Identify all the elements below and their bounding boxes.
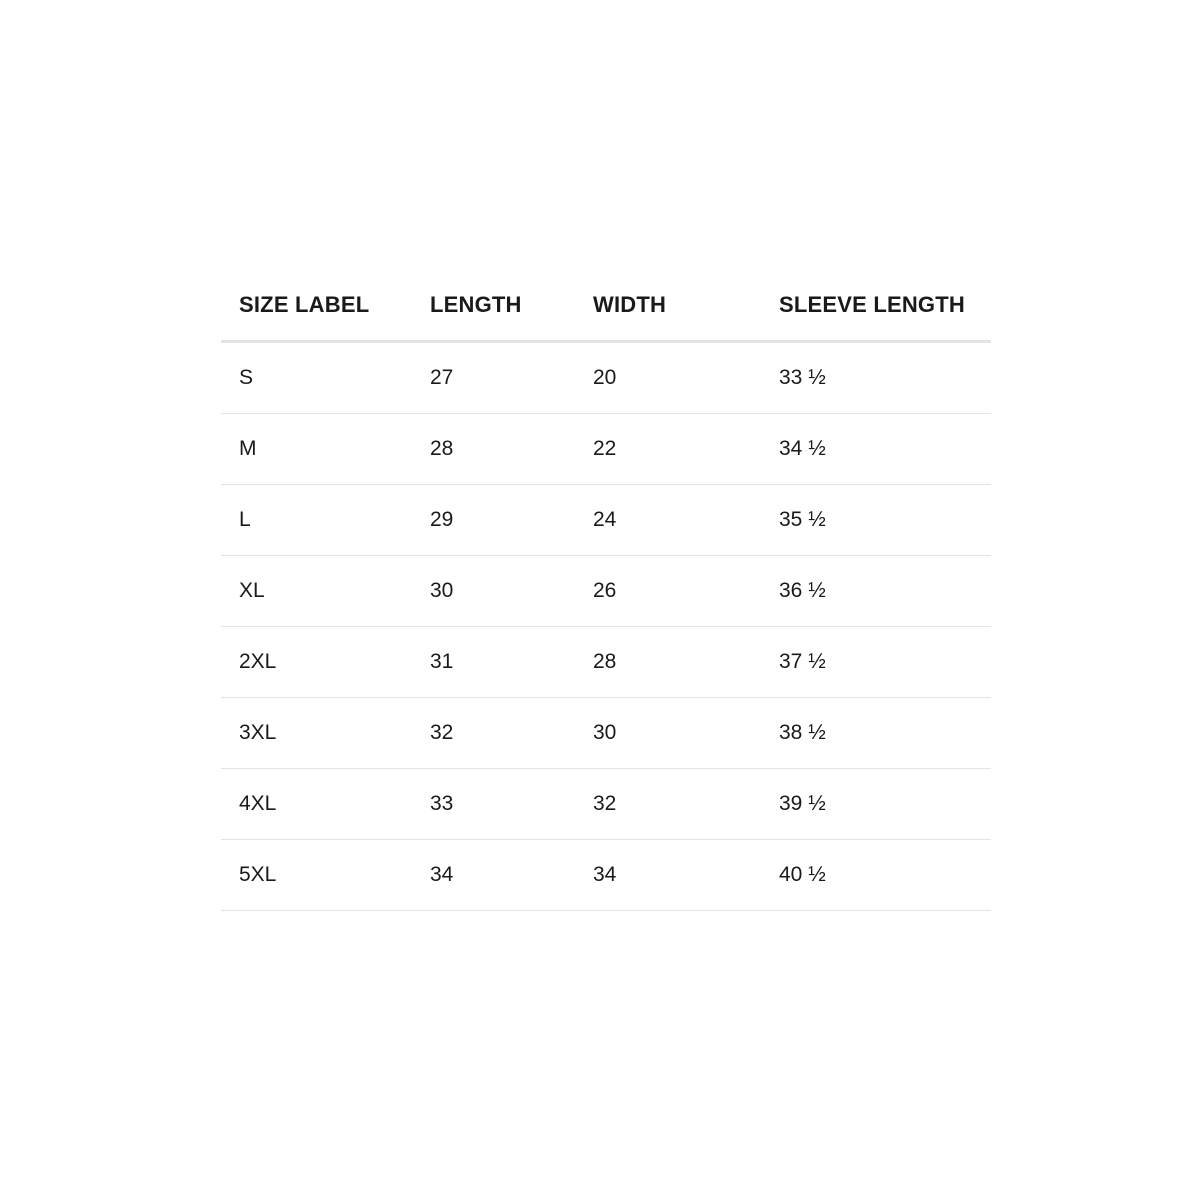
width-cell: 28 [593, 650, 617, 673]
length-cell: 33 [430, 792, 454, 815]
table-row [221, 485, 991, 556]
table-row [221, 769, 991, 840]
table-row [221, 627, 991, 698]
table-row [221, 343, 991, 414]
size-cell: L [239, 508, 251, 531]
table-row [221, 556, 991, 627]
sleeve-length-cell: 37 ½ [779, 650, 826, 673]
sleeve-length-cell: 40 ½ [779, 863, 826, 886]
sleeve-length-cell: 34 ½ [779, 437, 826, 460]
size-cell: M [239, 437, 257, 460]
width-cell: 26 [593, 579, 617, 602]
size-cell: 5XL [239, 863, 277, 886]
sleeve-length-cell: 39 ½ [779, 792, 826, 815]
table-row [221, 414, 991, 485]
header-length: LENGTH [430, 292, 522, 317]
size-chart-table [221, 270, 991, 911]
table-row [221, 840, 991, 911]
size-cell: 4XL [239, 792, 277, 815]
header-size-label: SIZE LABEL [239, 292, 370, 317]
table-header-row [221, 270, 991, 343]
length-cell: 28 [430, 437, 454, 460]
width-cell: 20 [593, 366, 617, 389]
header-width: WIDTH [593, 292, 667, 317]
width-cell: 22 [593, 437, 617, 460]
sleeve-length-cell: 33 ½ [779, 366, 826, 389]
width-cell: 34 [593, 863, 617, 886]
header-sleeve-length: SLEEVE LENGTH [779, 292, 965, 317]
length-cell: 29 [430, 508, 454, 531]
length-cell: 27 [430, 366, 454, 389]
size-cell: S [239, 366, 254, 389]
size-cell: 2XL [239, 650, 277, 673]
length-cell: 31 [430, 650, 454, 673]
size-cell: 3XL [239, 721, 277, 744]
sleeve-length-cell: 35 ½ [779, 508, 826, 531]
width-cell: 30 [593, 721, 617, 744]
length-cell: 30 [430, 579, 454, 602]
width-cell: 24 [593, 508, 617, 531]
length-cell: 34 [430, 863, 454, 886]
size-cell: XL [239, 579, 265, 602]
width-cell: 32 [593, 792, 617, 815]
sleeve-length-cell: 36 ½ [779, 579, 826, 602]
sleeve-length-cell: 38 ½ [779, 721, 826, 744]
length-cell: 32 [430, 721, 454, 744]
table-row [221, 698, 991, 769]
